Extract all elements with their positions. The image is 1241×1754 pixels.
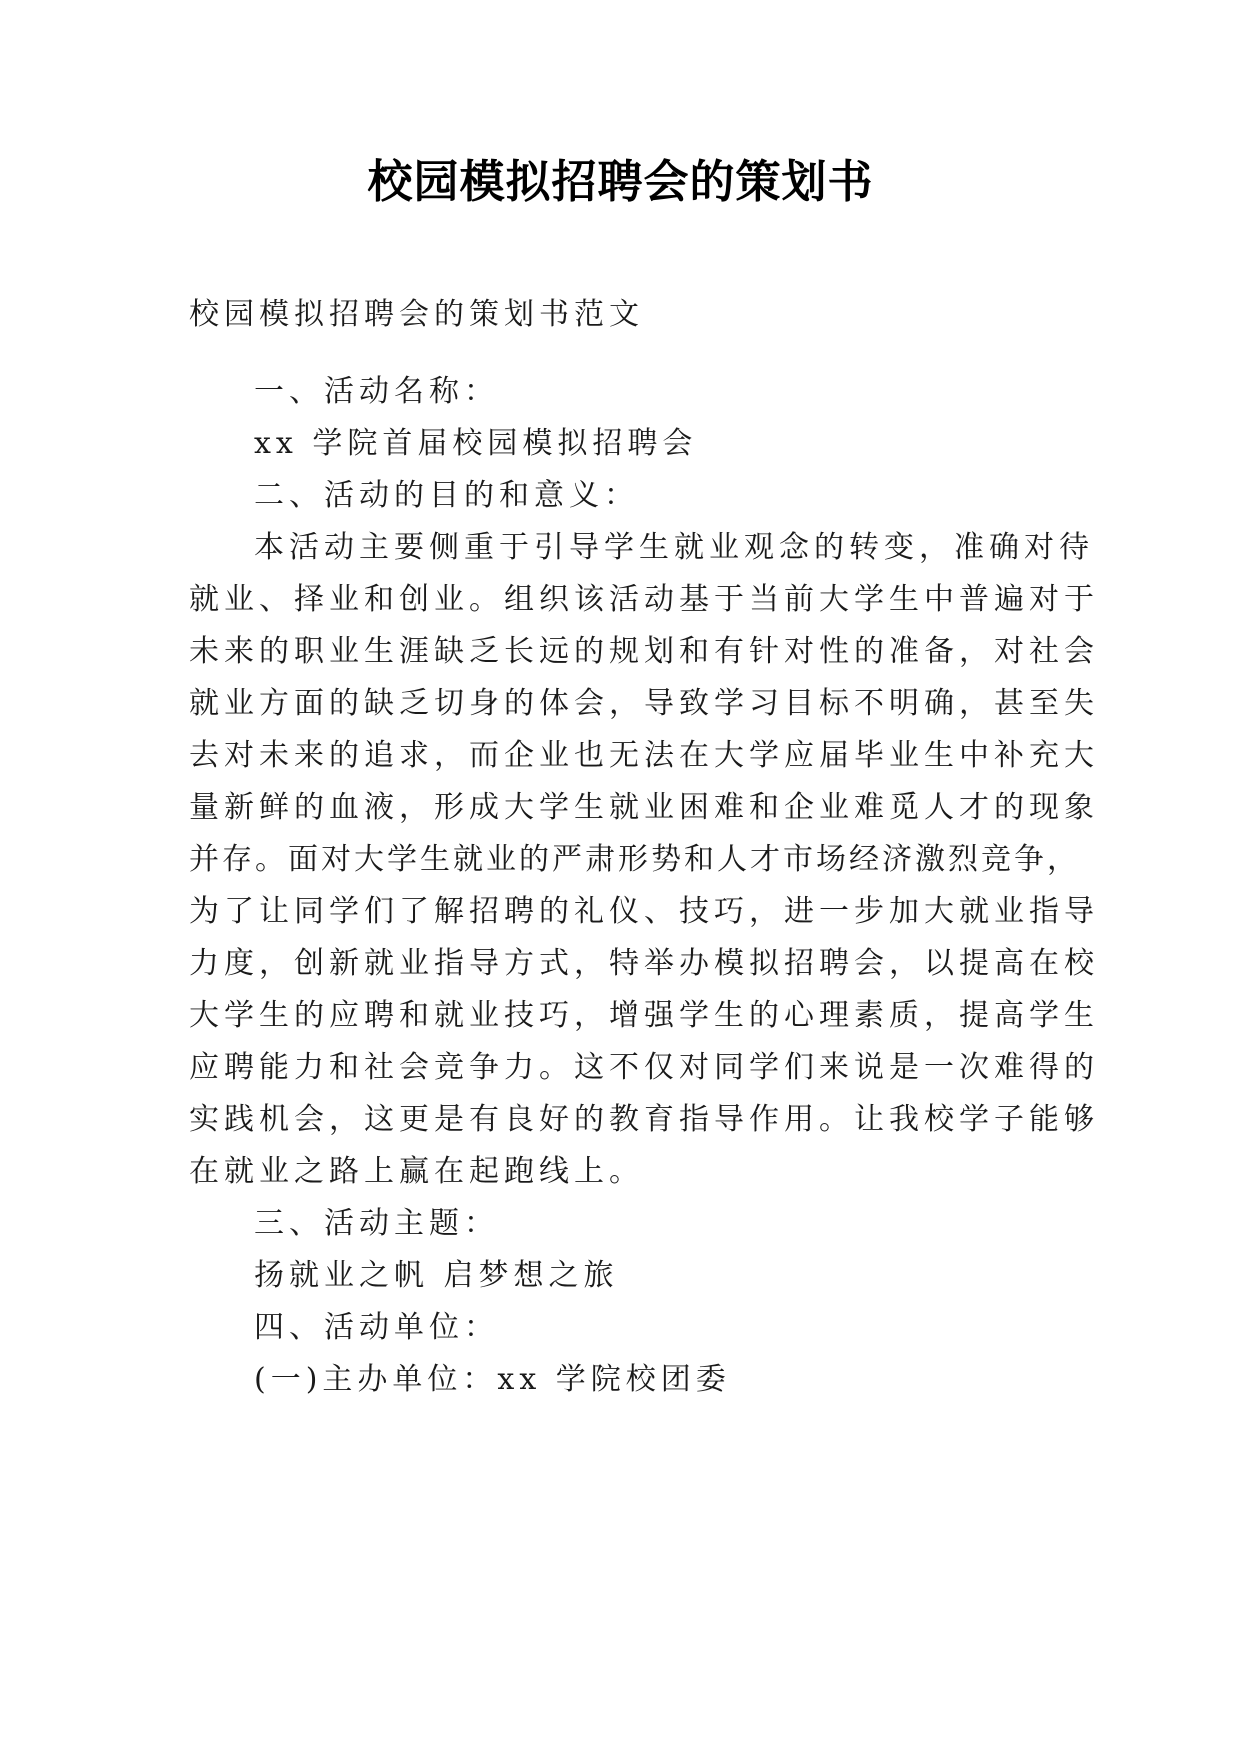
theme-text: 扬就业之帆 启梦想之旅	[254, 1258, 619, 1293]
document-subtitle: 校园模拟招聘会的策划书范文	[189, 297, 644, 332]
paragraph-line: 去对未来的追求，而企业也无法在大学应届毕业生中补充大	[189, 738, 1099, 773]
paragraph-line: 未来的职业生涯缺乏长远的规划和有针对性的准备，对社会	[189, 634, 1099, 669]
paragraph-line: 应聘能力和社会竞争力。这不仅对同学们来说是一次难得的	[189, 1050, 1099, 1085]
paragraph-line: 并存。面对大学生就业的严肃形势和人才市场经济激烈竞争，	[189, 842, 1080, 877]
activity-name-text: xx 学院首届校园模拟招聘会	[254, 426, 698, 461]
document-title: 校园模拟招聘会的策划书	[367, 155, 874, 208]
paragraph-line: 量新鲜的血液，形成大学生就业困难和企业难觅人才的现象	[189, 790, 1099, 825]
paragraph-line: 大学生的应聘和就业技巧，增强学生的心理素质，提高学生	[189, 998, 1099, 1033]
paragraph-line: 实践机会，这更是有良好的教育指导作用。让我校学子能够	[189, 1102, 1099, 1137]
paragraph-line: 在就业之路上赢在起跑线上。	[189, 1154, 644, 1189]
paragraph-line: 就业、择业和创业。组织该活动基于当前大学生中普遍对于	[189, 582, 1099, 617]
paragraph-line: 力度，创新就业指导方式，特举办模拟招聘会，以提高在校	[189, 946, 1099, 981]
host-unit-text: (一)主办单位：xx 学院校团委	[254, 1362, 731, 1397]
section-heading-theme: 三、活动主题：	[254, 1206, 499, 1241]
section-heading-activity-name: 一、活动名称：	[254, 374, 499, 409]
paragraph-line: 为了让同学们了解招聘的礼仪、技巧，进一步加大就业指导	[189, 894, 1099, 929]
section-heading-units: 四、活动单位：	[254, 1310, 499, 1345]
paragraph-line: 就业方面的缺乏切身的体会，导致学习目标不明确，甚至失	[189, 686, 1099, 721]
paragraph-line: 本活动主要侧重于引导学生就业观念的转变，准确对待	[254, 530, 1094, 565]
section-heading-purpose: 二、活动的目的和意义：	[254, 478, 639, 513]
